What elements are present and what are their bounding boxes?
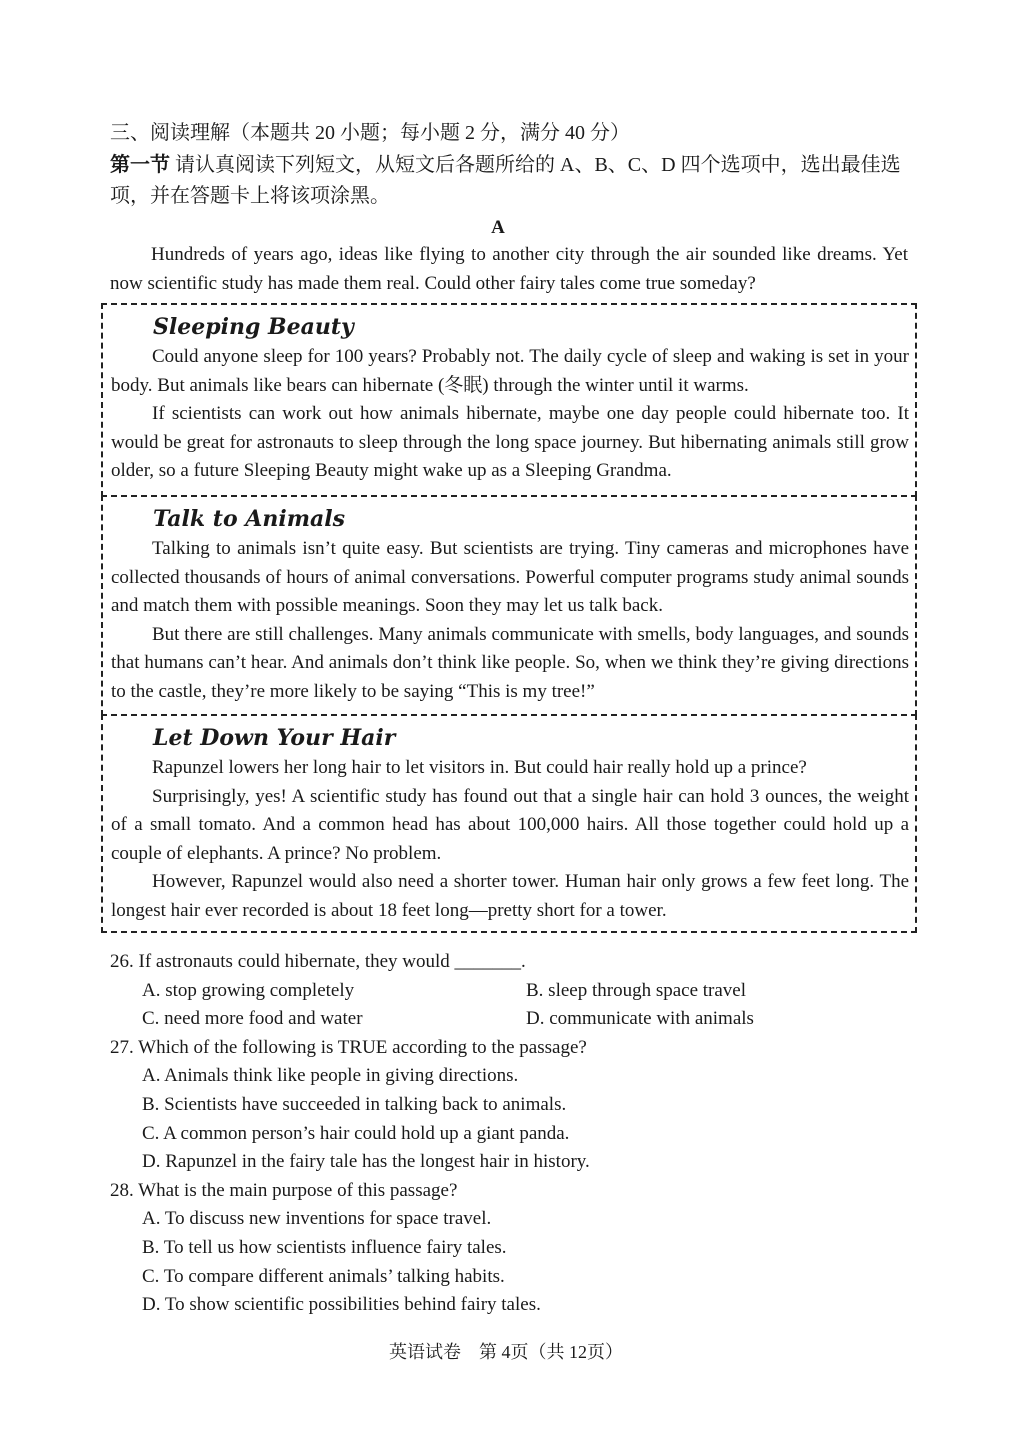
question-28: 28. What is the main purpose of this passage?	[110, 1179, 458, 1201]
option-27-a: A. Animals think like people in giving directions.	[142, 1065, 519, 1087]
option-26-a: A. stop growing completely	[142, 979, 355, 1001]
section-title-sleeping-beauty: Sleeping Beauty	[153, 314, 354, 340]
paragraph: Surprisingly, yes! A scientific study has found out that a single hair can hold 3 ounces, the weight of a small tomato. And a common head has about 100,000 hairs. All those together could hold up a couple of elephants. A prince? No problem.	[111, 785, 909, 864]
option-28-d: D. To show scientific possibilities behind fairy tales.	[142, 1294, 541, 1316]
section-title-let-down-your-hair: Let Down Your Hair	[153, 725, 396, 751]
option-28-c: C. To compare different animals’ talking habits.	[142, 1265, 505, 1287]
option-28-b: B. To tell us how scientists influence fairy tales.	[142, 1236, 507, 1258]
intro-paragraph: Hundreds of years ago, ideas like flying to another city through the air sounded like dreams. Yet now scientific study has made them real. Could other fairy tales come true someday?	[110, 244, 908, 294]
instructions-text: 请认真阅读下列短文，从短文后各题所给的 A、B、C、D 四个选项中，选出最佳选项，并在答题卡上将该项涂黑。	[110, 154, 901, 207]
option-row	[110, 977, 910, 1006]
part-label: 第一节	[110, 154, 170, 176]
option-27-b: B. Scientists have succeeded in talking back to animals.	[142, 1093, 567, 1115]
option-27-d: D. Rapunzel in the fairy tale has the longest hair in history.	[142, 1151, 590, 1173]
question-27: 27. Which of the following is TRUE according to the passage?	[110, 1036, 587, 1058]
paragraph: Talking to animals isn’t quite easy. But scientists are trying. Tiny cameras and microphones have collected thousands of hours of animal conversations. Powerful computer programs study animal sounds and match them with possible meanings. Soon they may let us talk back.	[111, 538, 909, 617]
paragraph: If scientists can work out how animals hibernate, maybe one day people could hibernate too. It would be great for astronauts to sleep through the long space journey. But hibernating animals still grow older, so a future Sleeping Beauty might wake up as a Sleeping Grandma.	[111, 403, 909, 482]
questions	[110, 948, 910, 1320]
instructions	[110, 150, 910, 212]
option-row	[110, 1005, 910, 1034]
passage-intro	[110, 241, 908, 298]
question-26: 26. If astronauts could hibernate, they would _______.	[110, 951, 526, 972]
section-box-let-down-your-hair	[101, 714, 917, 933]
option-28-a: A. To discuss new inventions for space travel.	[142, 1208, 492, 1230]
option-26-d: D. communicate with animals	[526, 1008, 754, 1030]
page-footer: 英语试卷 第 4页（共 12页）	[389, 1342, 623, 1362]
paragraph: But there are still challenges. Many animals communicate with smells, body languages, and sounds that humans can’t hear. And animals don’t think like people. So, when we think they’re giving directions to the castle, they’re more likely to be saying “This is my tree!”	[111, 623, 909, 702]
section-title: 三、阅读理解（本题共 20 小题；每小题 2 分，满分 40 分）	[110, 122, 630, 144]
paragraph: Rapunzel lowers her long hair to let visitors in. But could hair really hold up a prince?	[152, 757, 807, 778]
option-26-b: B. sleep through space travel	[526, 979, 747, 1001]
passage-letter: A	[491, 217, 505, 238]
paragraph: Could anyone sleep for 100 years? Probably not. The daily cycle of sleep and waking is set in your body. But animals like bears can hibernate (冬眠) through the winter until it warms.	[111, 346, 909, 396]
option-26-c: C. need more food and water	[142, 1008, 363, 1030]
paragraph: However, Rapunzel would also need a shorter tower. Human hair only grows a few feet long. The longest hair ever recorded is about 18 feet long—pretty short for a tower.	[111, 871, 909, 921]
section-title-talk-to-animals: Talk to Animals	[153, 506, 345, 532]
option-27-c: C. A common person’s hair could hold up a giant panda.	[142, 1122, 570, 1144]
section-box-sleeping-beauty	[101, 303, 917, 497]
section-box-talk-to-animals	[101, 495, 917, 716]
